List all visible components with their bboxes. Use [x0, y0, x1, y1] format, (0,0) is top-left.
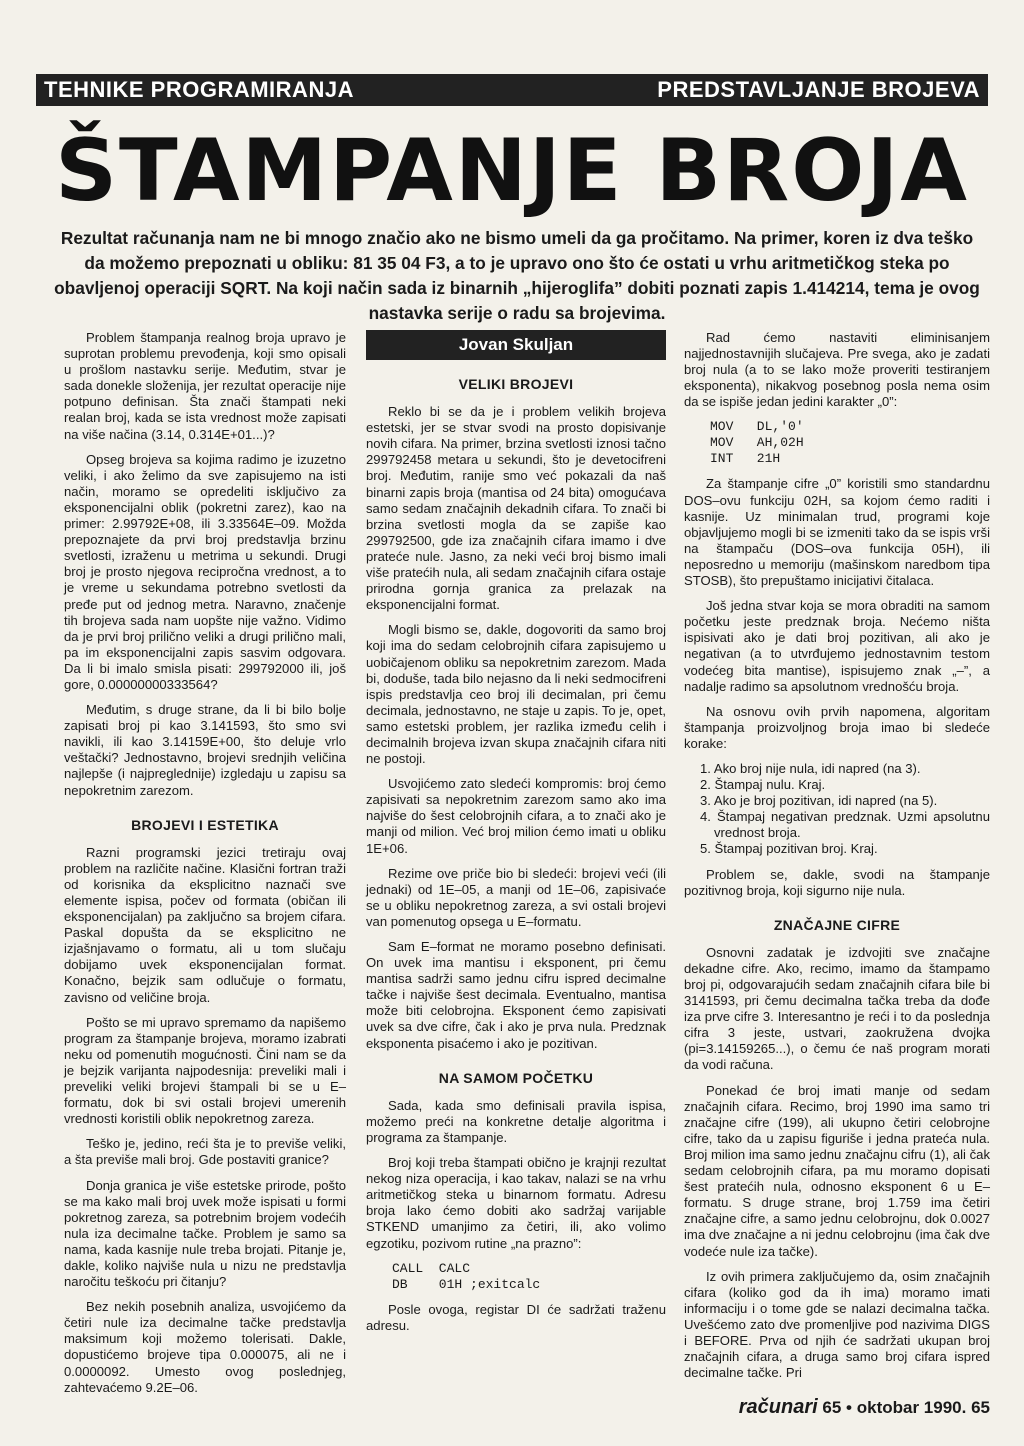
list-item: 2. Štampaj nulu. Kraj. [700, 777, 826, 793]
paragraph: Donja granica je više estetske prirode, pošto se ma kako mali broj uvek može ispisati u formi pokretnog zareza, sa potrebnim brojem vodećih nula iza decimalne tačke. Problem je samo sa nama, kada kasnije nule treba brojati. Pitanje je, dakle, koliko najviše nula u nizu ne predstavlja naročitu teškoću pri čitanju? [64, 1177, 346, 1290]
paragraph: Sada, kada smo definisali pravila ispisa, možemo preći na konkretne detalje algoritma i programa za štampanje. [366, 1097, 666, 1145]
paragraph: Razni programski jezici tretiraju ovaj problem na različite načine. Klasični fortran traži od korisnika da eksplicitno naznači sve elemente ispisa, počev od formata (običan ili eksponencijalan) pa zaključno sa brojem cifara. Paskal dopušta da se eksplicitno ne izjašnjavamo o formatu, ali u tom slučaju dobijamo uvek eksponencijalan format. Konačno, bejzik sam odlučuje o formatu, zavisno od veličine broja. [64, 844, 346, 1005]
paragraph: Bez nekih posebnih analiza, usvojićemo da četiri nule iza decimalne tačke predstavlja maksimum koji možemo tolerisati. Dakle, dopustićemo brojeve tipa 0.000075, ali ne i 0.0000092. Umesto ovog poslednjeg, zahtevaćemo 9.2E–06. [64, 1299, 346, 1395]
page-footer [560, 1396, 990, 1419]
paragraph: Teško je, jedino, reći šta je to previše veliki, a šta previše mali broj. Gde postaviti granice? [64, 1136, 346, 1168]
code-listing: CALL CALC DB 01H ;exitcalc [392, 1260, 541, 1292]
paragraph: Usvojićemo zato sledeći kompromis: broj ćemo zapisivati sa nepokretnim zarezom samo ako ima najviše do šest celobrojnih cifara, a to znači ako je manji od milion. Već broj milion ćemo imati u obliku 1E+06. [366, 776, 666, 856]
list-item: 1. Ako broj nije nula, idi napred (na 3). [700, 760, 921, 776]
section-heading: ZNAČAJNE CIFRE [773, 916, 901, 933]
article-title: ŠTAMPANJE BROJA [55, 121, 969, 221]
list-item: 4. Štampaj negativan predznak. Uzmi apsolutnu vrednost broja. [700, 809, 990, 841]
paragraph: Ponekad će broj imati manje od sedam značajnih cifara. Recimo, broj 1990 ima samo tri značajne cifre (199), ali ukupno četiri celobrojne cifre, tako da u zapisu figuriše i jedna prateća nula. Broj milion ima samo jednu značajnu cifru (1), ali čak sedam celobrojnih cifara, pa mu moramo dopisati šest pratećih nula, odnosno eksponent 6 u E–formatu. S druge strane, broj 1.759 ima četiri značajne cifre, a samo jednu celobrojnu, dok 0.0027 ima dve značajne a ni jednu celobrojnu (ima čak dve vodeće nule iza tačke). [684, 1082, 990, 1259]
paragraph: Reklo bi se da je i problem velikih brojeva estetski, jer se stvar svodi na prosto dopisivanje novih cifara. Na primer, brzina svetlosti iznosi tačno 299792458 metara u sekundi, što je devetocifreni broj. Međutim, ranije smo već pokazali da naš binarni zapis broja (mantisa od 24 bita) omogućava samo sedam značajnih dekadnih cifara. To znači bi brzina svetlosti mogla da se zapiše kao 299792500, gde iza značajnih cifara imamo i dve prateće nule. Jasno, za neki veći broj bismo imali više pratećih nula, ali sedam značajnih cifara ostaje prirodna gornja granica za prelazak na eksponencijalni format. [366, 404, 666, 613]
section-heading: NA SAMOM POČETKU [438, 1069, 594, 1086]
paragraph: Rezime ove priče bio bi sledeći: brojevi veći (ili jednaki) od 1E–05, a manji od 1E–06, zapisivaće se u obliku nepokretnog zareza, a svi ostali brojevi van pomenutog opsega u E–formatu. [366, 865, 666, 929]
list-item: 5. Štampaj pozitivan broj. Kraj. [700, 841, 878, 857]
paragraph: Mogli bismo se, dakle, dogovoriti da samo broj koji ima do sedam celobrojnih cifara zapisujemo u uobičajenom obliku sa nepokretnim zarezom. Mada bi, doduše, tada bilo nejasno da li neki sedmocifreni ispis predstavlja ceo broj ili decimalan, pri čemu decimala, jednostavno, ne staje u zapis. To je, opet, samo estetski problem, jer razlika između celih i decimalnih brojeva izvan skupa značajnih cifara niti ne postoji. [366, 622, 666, 767]
paragraph: Pošto se mi upravo spremamo da napišemo program za štampanje brojeva, moramo izabrati neku od pomenutih mogućnosti. Čini nam se da je bejzik varijanta najpodesnija: preveliki mali i preveliki veliki brojevi štampali bi se u E–formatu, dok bi svi ostali brojevi umerenih vrednosti koristili oblik nepokretnog zareza. [64, 1014, 346, 1127]
author-banner: Jovan Skuljan [366, 330, 666, 360]
column-2 [366, 330, 666, 1343]
section-right-label: PREDSTAVLJANJE BROJEVA [657, 77, 980, 102]
code-listing: MOV DL,'0' MOV AH,02H INT 21H [710, 419, 804, 467]
section-heading: VELIKI BROJEVI [458, 376, 574, 392]
paragraph: Problem se, dakle, svodi na štampanje pozitivnog broja, koji sigurno nije nula. [684, 866, 990, 898]
paragraph: Osnovni zadatak je izdvojiti sve značajne dekadne cifre. Ako, recimo, imamo da štampamo broj pi, odgovarajućih sedam značajnih cifara bile bi 3141593, pri čemu decimalna tačka treba da dođe iza prve cifre 3. Interesantno je reći i to da poslednja cifra 3 jeste, ustvari, zaokružena dvojka (pi=3.14159265...), o čemu će naš program morati da vodi računa. [684, 944, 990, 1073]
paragraph: Za štampanje cifre „0” koristili smo standardnu DOS–ovu funkciju 02H, sa kojom ćemo raditi i kasnije. Uz minimalan trud, programi koje objavljujemo mogli bi se izmeniti tako da se ispis vrši na štampaču (DOS–ova funkcija 05H), ili neposredno u memoriju (mašinskom naredbom tipa STOSB), što prepuštamo inicijativi čitalaca. [684, 476, 990, 589]
paragraph: Posle ovoga, registar DI će sadržati traženu adresu. [366, 1301, 666, 1333]
column-3 [684, 330, 990, 1390]
issue-info: 65 • oktobar 1990. [822, 1398, 967, 1417]
paragraph: Broj koji treba štampati obično je krajnji rezultat nekog niza operacija, i kao takav, nalazi se na vrhu aritmetičkog steka u binarnom formatu. Adresu broja lako ćemo dobiti ako sadržaj varijable STKEND umanjimo za četiri, ili, ako volimo egzotiku, pozivom rutine „na prazno”: [366, 1155, 666, 1251]
list-item: 3. Ako je broj pozitivan, idi napred (na 5). [700, 793, 938, 809]
section-banner [36, 74, 988, 106]
algorithm-steps [684, 761, 990, 858]
section-heading: BROJEVI I ESTETIKA [131, 816, 279, 833]
column-1 [64, 330, 346, 1405]
paragraph: Na osnovu ovih prvih napomena, algoritam štampanja proizvoljnog broja imao bi sledeće korake: [684, 703, 990, 751]
paragraph: Međutim, s druge strane, da li bi bilo bolje zapisati broj pi kao 3.141593, što smo svi navikli, ili kao 3.14159E+00, što deluje vrlo veštački? Jednostavno, brojevi srednjih veličina najlepše (i najpreglednije) izgledaju u zapisu sa nepokretnim zarezom. [64, 702, 346, 798]
section-left-label: TEHNIKE PROGRAMIRANJA [44, 77, 354, 102]
paragraph: Još jedna stvar koja se mora obraditi na samom početku jeste predznak broja. Nećemo ništa ispisivati ako je dati broj pozitivan, ali ako je negativan (a to utvrđujemo jednostavnim testom vodećeg bita mantise), ispisujemo znak „–”, a nadalje radimo sa apsolutnom vrednošću broja. [684, 598, 990, 694]
magazine-logo: računari [738, 1396, 818, 1418]
paragraph: Problem štampanja realnog broja upravo je suprotan problemu prevođenja, koji smo opisali u prošlom nastavku serije. Međutim, stvar je sada donekle složenija, jer rezultat operacije nije potpuno definisan. Šta znači štampati neki realan broj, kada se ista vrednost može zapisati na više načina (3.14, 0.314E+01...)? [64, 330, 346, 442]
paragraph: Opseg brojeva sa kojima radimo je izuzetno veliki, i ako želimo da sve zapisujemo na isti način, moramo se opredeliti isključivo za eksponencijalni oblik (pokretni zarez), kao na primer: 2.99792E+08, ili 3.33564E–09. Možda prepoznajete da prvi broj predstavlja brzinu svetlosti, izraženu u metrima u sekundi. Drugi broj je prosto njegova recipročna vrednost, a to je vreme u sekundama potrebno svetlosti da pređe put od jednog metra. Naravno, značenje tih brojeva sada nam uopšte nije važno. Vidimo da je prvi broj prilično veliki a drugi prilično mali, pa im eksponencijalni zapis sasvim odgovara. Da li bi imalo smisla pisati: 299792000 ili, još gore, 0.00000000333564? [64, 451, 346, 692]
paragraph: Rad ćemo nastaviti eliminisanjem najjednostavnijih slučajeva. Pre svega, ako je zadati broj nula (a to se lako može proveriti testiranjem eksponenta), nikakvog posebnog posla nema osim da se ispiše jedan jedini karakter „0”: [684, 330, 990, 410]
article-lead: Rezultat računanja nam ne bi mnogo značio ako ne bismo umeli da ga pročitamo. Na primer, koren iz dva teško da možemo prepoznati u obliku: 81 35 04 F3, a to je upravo ono što će ostati u vrhu aritmetičkog steka po obavljenoj operaciji SQRT. Na koji način sada iz binarnih „hijeroglifa” dobiti poznati zapis 1.414214, tema je ovog nastavka serije o radu sa brojevima. [54, 228, 980, 323]
paragraph: Iz ovih primera zaključujemo da, osim značajnih cifara (koliko god da ih ima) moramo imati informaciju i o tome gde se nalazi decimalna tačka. Uvešćemo zato dve promenljive pod nazivima DIGS i BEFORE. Prva od njih će sadržati ukupan broj značajnih cifara, a druga samo broj cifara ispred decimalne tačke. Pri [684, 1268, 990, 1381]
page-number: 65 [971, 1398, 990, 1417]
paragraph: Sam E–format ne moramo posebno definisati. On uvek ima mantisu i eksponent, pri čemu mantisa sadrži samo jednu cifru ispred decimalne tačke i najviše šest decimala. Eventualno, mantisa može biti celobrojna. Eksponent ćemo zapisivati uvek sa dve cifre, čak i ako je prva nula. Predznak eksponenta pisaćemo i ako je pozitivan. [366, 939, 666, 1051]
